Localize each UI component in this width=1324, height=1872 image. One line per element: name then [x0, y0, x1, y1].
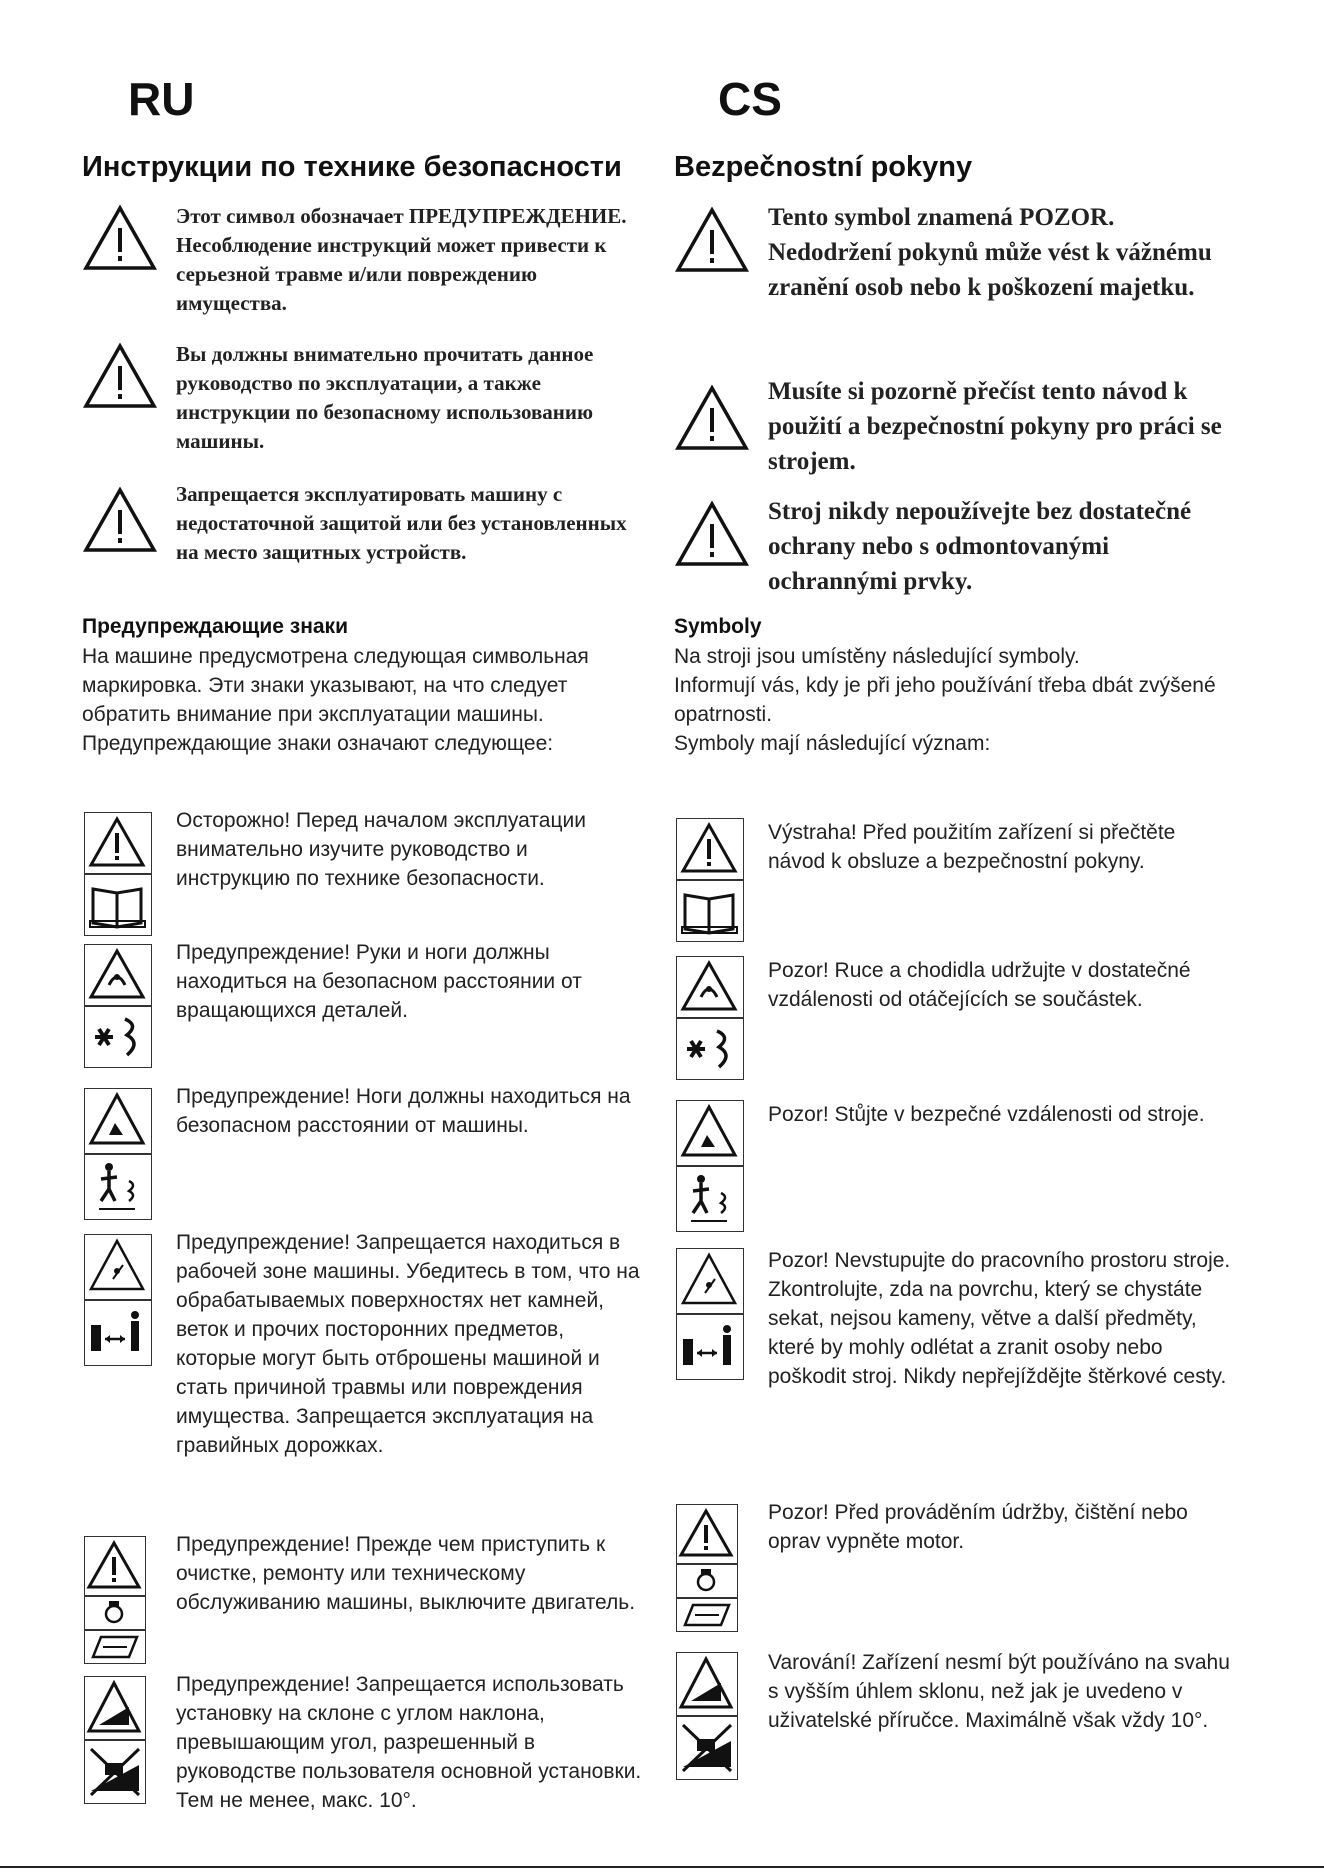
slope-warning-icon	[676, 1652, 738, 1716]
maintenance-manual-icon	[676, 1598, 738, 1632]
cs-symbol-text-4: Pozor! Nevstupujte do pracovního prostoru stroje. Zkontrolujte, zda na povrchu, který se chystáte sekat, nejsou kameny, větve a další předměty, které by mohly odlétat a zranit osoby nebo poškodit stroj. Nikdy nepřejíždějte štěrkové cesty.	[768, 1249, 1231, 1388]
cs-symbol-text-6: Varování! Zařízení nesmí být používáno na svahu s vyšším úhlem sklonu, než jak je uvedeno v uživatelské příručce. Maximálně však vždy 10°.	[768, 1651, 1230, 1732]
ru-section-title: Инструкции по технике безопасности	[82, 151, 622, 183]
cs-symbols-intro: Na stroji jsou umístěny následující symboly. Informují vás, kdy je při jeho používání třeba dbát zvýšené opatrnosti. Symboly mají následující význam:	[674, 645, 1216, 755]
slope-warning-icon	[84, 1676, 146, 1740]
keep-distance-person-icon	[84, 1154, 152, 1220]
read-manual-book-icon	[84, 874, 152, 936]
warning-sign-icon	[676, 1504, 738, 1564]
warning-sign-icon	[84, 1536, 146, 1596]
foot-injury-warning-icon	[676, 1100, 744, 1166]
keep-bystanders-away-icon	[676, 1314, 744, 1380]
warning-triangle-icon	[674, 500, 750, 568]
engine-off-icon	[676, 1564, 738, 1598]
thrown-objects-warning-icon	[84, 1234, 152, 1300]
hand-foot-injury-warning-icon	[676, 956, 744, 1018]
no-steep-slope-icon	[676, 1716, 738, 1780]
no-steep-slope-icon	[84, 1740, 146, 1804]
ru-symbols-intro: На машине предусмотрена следующая символьная маркировка. Эти знаки указывают, на что следует обратить внимание при эксплуатации машины. Предупреждающие знаки означают следующее:	[82, 645, 589, 755]
keep-distance-person-icon	[676, 1166, 744, 1232]
ru-symbol-text-3: Предупреждение! Ноги должны находиться на безопасном расстоянии от машины.	[176, 1085, 631, 1137]
keep-bystanders-away-icon	[84, 1300, 152, 1366]
ru-symbol-text-4: Предупреждение! Запрещается находиться в рабочей зоне машины. Убедитесь в том, что на обрабатываемых поверхностях нет камней, веток и прочих посторонних предметов, которые могут быть отброшены машиной и стать причиной травмы или повреждения имущества. Запрещается эксплуатация на гравийных дорожках.	[176, 1231, 640, 1457]
ru-symbol-text-1: Осторожно! Перед началом эксплуатации внимательно изучите руководство и инструкцию по технике безопасности.	[176, 809, 586, 890]
cs-symbol-text-5: Pozor! Před prováděním údržby, čištění nebo oprav vypněte motor.	[768, 1501, 1188, 1553]
thrown-objects-warning-icon	[676, 1248, 744, 1314]
warning-sign-icon	[84, 812, 152, 874]
warning-triangle-icon	[674, 206, 750, 274]
ru-symbol-text-6: Предупреждение! Запрещается использовать установку на склоне с углом наклона, превышающим угол, разрешенный в руководстве пользователя основной установки. Тем не менее, макс. 10°.	[176, 1673, 642, 1812]
ru-warning-3: Запрещается эксплуатировать машину с недостаточной защитой или без установленных на место защитных устройств.	[176, 482, 627, 564]
rotating-parts-icon	[676, 1018, 744, 1080]
warning-sign-icon	[676, 818, 744, 880]
ru-symbol-text-2: Предупреждение! Руки и ноги должны находиться на безопасном расстоянии от вращающихся деталей.	[176, 941, 582, 1022]
warning-triangle-icon	[674, 384, 750, 452]
cs-symbol-text-1: Výstraha! Před použitím zařízení si přečtěte návod k obsluze a bezpečnostní pokyny.	[768, 821, 1176, 873]
cs-symbol-text-2: Pozor! Ruce a chodidla udržujte v dostatečné vzdálenosti od otáčejících se součástek.	[768, 959, 1191, 1011]
cs-warning-1: Tento symbol znamená POZOR. Nedodržení pokynů může vést k vážnému zranění osob nebo k poškození majetku.	[768, 204, 1212, 301]
cs-language-label: CS	[718, 73, 782, 125]
warning-triangle-icon	[82, 342, 158, 410]
ru-language-label: RU	[128, 73, 195, 125]
ru-warning-2: Вы должны внимательно прочитать данное руководство по эксплуатации, а также инструкции по безопасному использованию машины.	[176, 342, 594, 453]
rotating-parts-icon	[84, 1006, 152, 1068]
cs-warning-2: Musíte si pozorně přečíst tento návod k použití a bezpečnostní pokyny pro práci se strojem.	[768, 378, 1222, 475]
ru-symbols-heading: Предупреждающие знаки	[82, 615, 348, 638]
warning-triangle-icon	[82, 204, 158, 272]
ru-symbol-text-5: Предупреждение! Прежде чем приступить к очистке, ремонту или техническому обслуживанию машины, выключите двигатель.	[176, 1533, 636, 1614]
maintenance-manual-icon	[84, 1630, 146, 1664]
page-bottom-rule	[0, 1866, 1324, 1868]
cs-warning-3: Stroj nikdy nepoužívejte bez dostatečné ochrany nebo s odmontovanými ochrannými prvky.	[768, 498, 1192, 595]
cs-section-title: Bezpečnostní pokyny	[674, 151, 973, 183]
cs-symbol-text-3: Pozor! Stůjte v bezpečné vzdálenosti od stroje.	[768, 1103, 1205, 1126]
cs-symbols-heading: Symboly	[674, 615, 762, 638]
ru-warning-1: Этот символ обозначает ПРЕДУПРЕЖДЕНИЕ. Несоблюдение инструкций может привести к серьезной травме и/или повреждению имущества.	[176, 204, 627, 315]
read-manual-book-icon	[676, 880, 744, 942]
warning-triangle-icon	[82, 486, 158, 554]
engine-off-icon	[84, 1596, 146, 1630]
hand-foot-injury-warning-icon	[84, 944, 152, 1006]
foot-injury-warning-icon	[84, 1088, 152, 1154]
